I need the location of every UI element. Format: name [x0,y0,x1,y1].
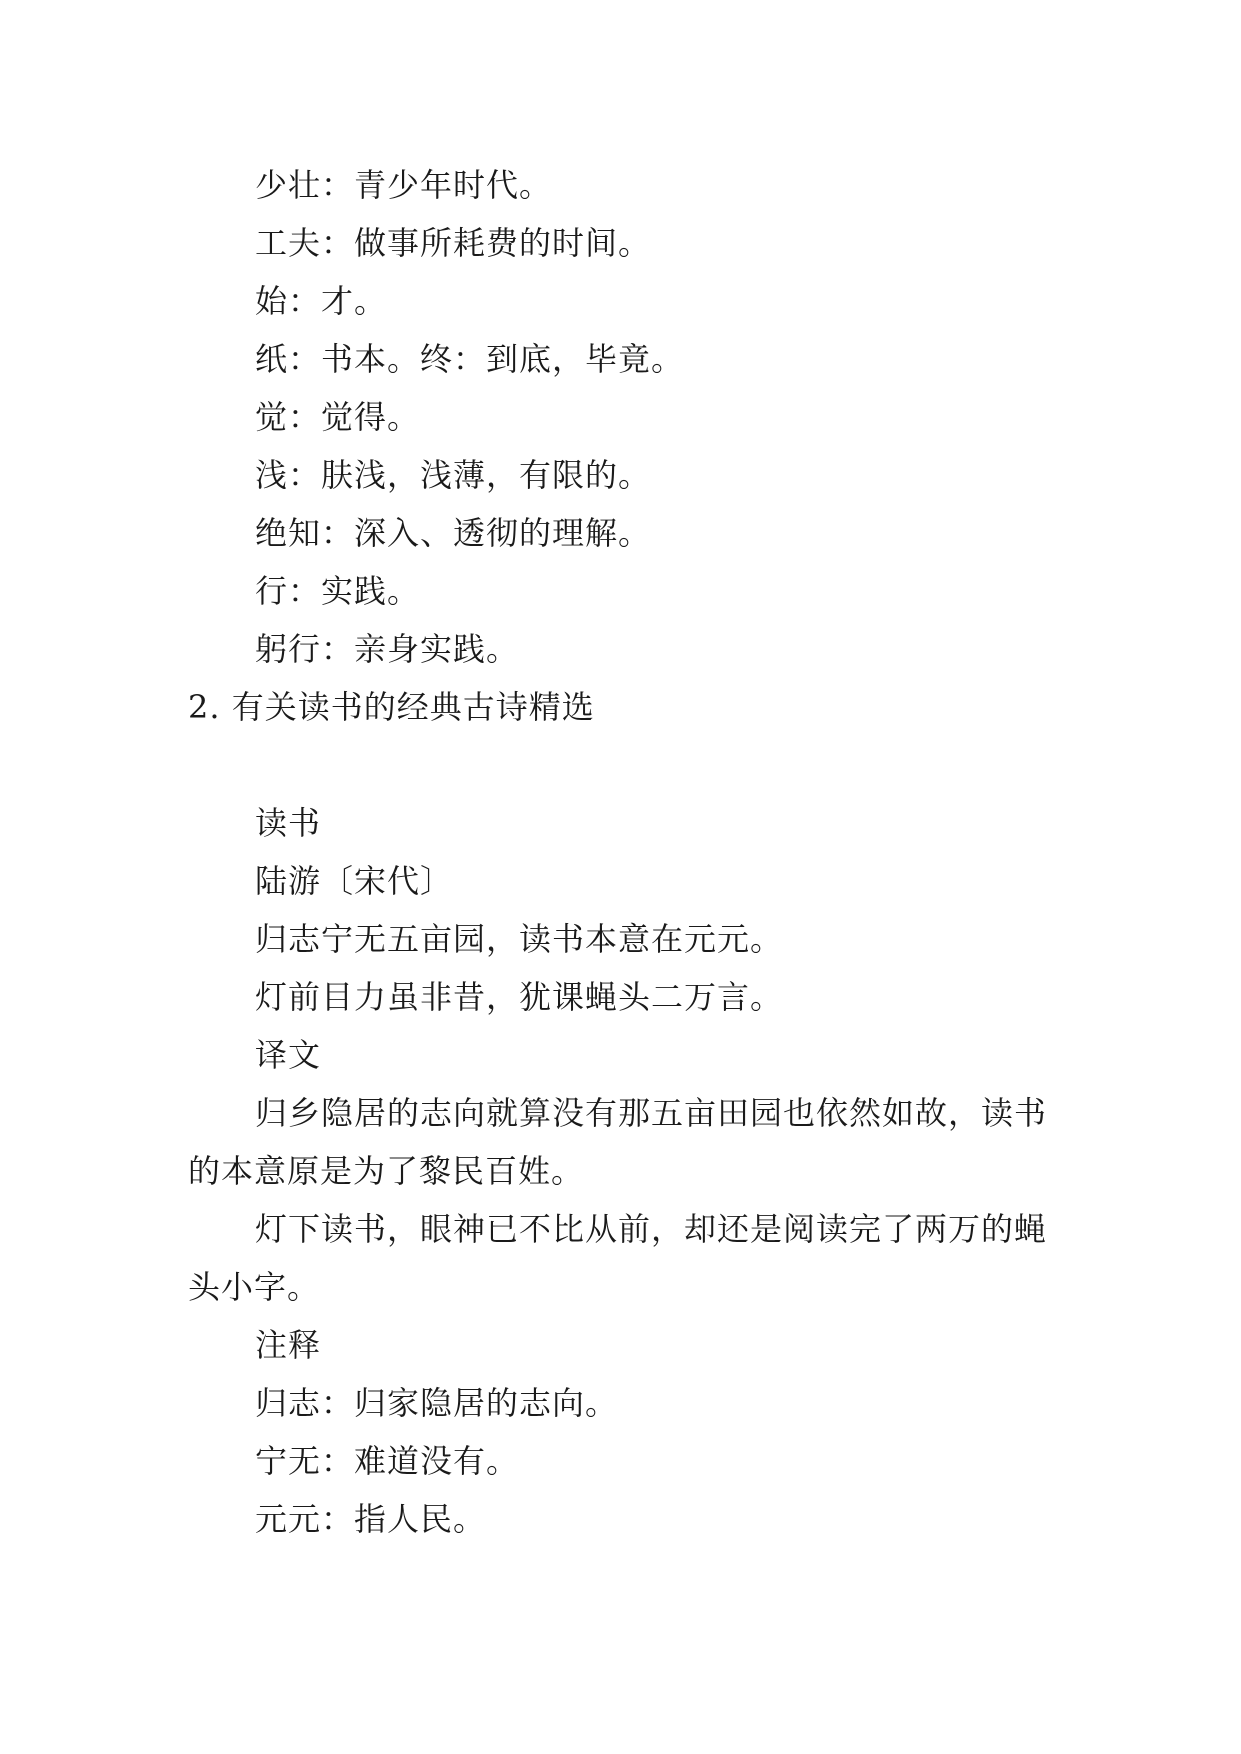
definition-line: 少壮：青少年时代。 [255,166,553,204]
note-item: 归志：归家隐居的志向。 [255,1384,619,1422]
translation-paragraph-line: 头小字。 [188,1268,321,1306]
translation-heading: 译文 [255,1036,322,1074]
definition-line: 工夫：做事所耗费的时间。 [255,224,652,262]
definition-line: 浅：肤浅，浅薄，有限的。 [255,456,652,494]
definition-line: 觉：觉得。 [255,398,421,436]
section-heading: 2. 有关读书的经典古诗精选 [188,688,595,726]
notes-heading: 注释 [255,1326,322,1364]
translation-paragraph-line: 的本意原是为了黎民百姓。 [188,1152,585,1190]
definition-line: 躬行：亲身实践。 [255,630,520,668]
definition-line: 始：才。 [255,282,388,320]
poem-title: 读书 [255,804,322,842]
poem-author: 陆游〔宋代〕 [255,862,454,900]
translation-paragraph-line: 灯下读书，眼神已不比从前，却还是阅读完了两万的蝇 [255,1210,1048,1248]
definition-line: 行：实践。 [255,572,421,610]
definition-line: 绝知：深入、透彻的理解。 [255,514,652,552]
definition-line: 纸：书本。终：到底，毕竟。 [255,340,685,378]
note-item: 宁无：难道没有。 [255,1442,520,1480]
poem-line: 灯前目力虽非昔，犹课蝇头二万言。 [255,978,784,1016]
poem-line: 归志宁无五亩园，读书本意在元元。 [255,920,784,958]
note-item: 元元：指人民。 [255,1500,487,1538]
translation-paragraph-line: 归乡隐居的志向就算没有那五亩田园也依然如故，读书 [255,1094,1048,1132]
